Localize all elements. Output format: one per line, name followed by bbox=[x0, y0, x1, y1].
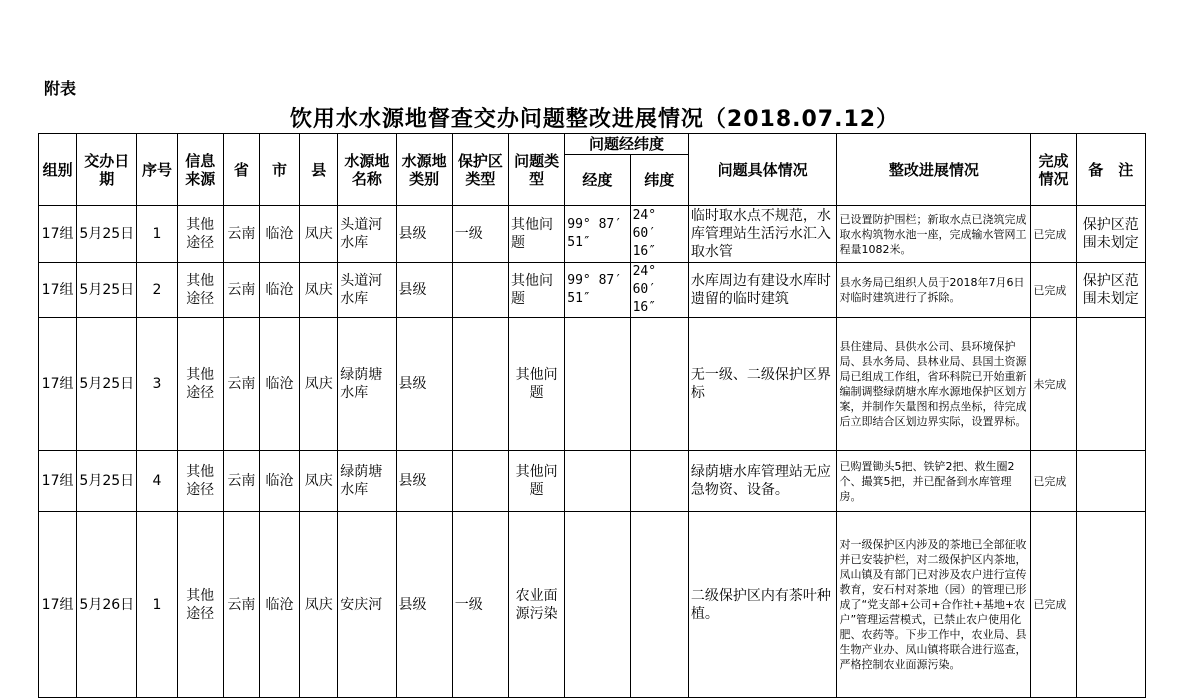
header-problem-type: 问题类型 bbox=[509, 134, 565, 206]
row-county: 凤庆 bbox=[300, 206, 338, 263]
row-status: 已完成 bbox=[1031, 512, 1076, 698]
row-province: 云南 bbox=[223, 451, 259, 512]
row-zone-type bbox=[452, 451, 508, 512]
row-group: 17组 bbox=[39, 263, 77, 318]
row-water-type: 县级 bbox=[396, 451, 452, 512]
row-source: 其他途径 bbox=[177, 451, 223, 512]
row-seq: 1 bbox=[137, 206, 177, 263]
row-lon bbox=[565, 451, 630, 512]
row-note: 保护区范围未划定 bbox=[1076, 206, 1145, 263]
row-detail: 临时取水点不规范，水库管理站生活污水汇入取水管 bbox=[688, 206, 837, 263]
row-seq: 2 bbox=[137, 263, 177, 318]
row-city: 临沧 bbox=[259, 512, 299, 698]
row-problem-type: 其他问题 bbox=[509, 206, 565, 263]
header-coords: 问题经纬度 bbox=[565, 134, 689, 155]
row-progress: 已设置防护围栏；新取水点已浇筑完成取水构筑物水池一座，完成输水管网工程量1082米。 bbox=[837, 206, 1031, 263]
header-city: 市 bbox=[259, 134, 299, 206]
row-note: 保护区范围未划定 bbox=[1076, 263, 1145, 318]
row-water-name: 绿荫塘水库 bbox=[338, 318, 396, 451]
row-lon bbox=[565, 318, 630, 451]
row-detail: 无一级、二级保护区界标 bbox=[688, 318, 837, 451]
row-progress: 对一级保护区内涉及的茶地已全部征收并已安装护栏，对二级保护区内茶地，凤山镇及有部门已对涉及农户进行宣传教育，安石村对茶地（园）的管理已形成了“党支部+公司+合作社+基地+农户”管理运营模式，已禁止农户使用化肥、农药等。下步工作中，农业局、县生物产业办、凤山镇将联合进行巡查，严格控制农业面源污染。 bbox=[837, 512, 1031, 698]
header-county: 县 bbox=[300, 134, 338, 206]
row-zone-type: 一级 bbox=[452, 512, 508, 698]
row-status: 未完成 bbox=[1031, 318, 1076, 451]
table-row bbox=[39, 263, 1146, 318]
header-province: 省 bbox=[223, 134, 259, 206]
row-county: 凤庆 bbox=[300, 318, 338, 451]
header-progress: 整改进展情况 bbox=[837, 134, 1031, 206]
row-province: 云南 bbox=[223, 318, 259, 451]
row-group: 17组 bbox=[39, 318, 77, 451]
header-lon: 经度 bbox=[565, 155, 630, 206]
row-city: 临沧 bbox=[259, 263, 299, 318]
row-water-type: 县级 bbox=[396, 206, 452, 263]
row-lon: 99° 87′ 51″ bbox=[565, 206, 630, 263]
row-lat: 24° 60′ 16″ bbox=[630, 206, 688, 263]
attachment-label: 附表 bbox=[44, 79, 77, 98]
row-date: 5月25日 bbox=[77, 318, 137, 451]
row-zone-type bbox=[452, 263, 508, 318]
row-county: 凤庆 bbox=[300, 451, 338, 512]
row-group: 17组 bbox=[39, 451, 77, 512]
table-row bbox=[39, 512, 1146, 698]
row-source: 其他途径 bbox=[177, 206, 223, 263]
header-date: 交办日期 bbox=[77, 134, 137, 206]
table-row bbox=[39, 206, 1146, 263]
row-note bbox=[1076, 451, 1145, 512]
row-problem-type: 其他问题 bbox=[509, 318, 565, 451]
header-seq: 序号 bbox=[137, 134, 177, 206]
header-row-1 bbox=[39, 134, 1146, 155]
header-note: 备 注 bbox=[1076, 134, 1145, 206]
header-status: 完成情况 bbox=[1031, 134, 1076, 206]
row-date: 5月25日 bbox=[77, 263, 137, 318]
header-group: 组别 bbox=[39, 134, 77, 206]
row-status: 已完成 bbox=[1031, 263, 1076, 318]
row-problem-type: 其他问题 bbox=[509, 263, 565, 318]
row-date: 5月26日 bbox=[77, 512, 137, 698]
row-detail: 绿荫塘水库管理站无应急物资、设备。 bbox=[688, 451, 837, 512]
row-lon bbox=[565, 512, 630, 698]
row-city: 临沧 bbox=[259, 206, 299, 263]
row-province: 云南 bbox=[223, 206, 259, 263]
row-date: 5月25日 bbox=[77, 451, 137, 512]
row-zone-type: 一级 bbox=[452, 206, 508, 263]
row-source: 其他途径 bbox=[177, 318, 223, 451]
row-water-name: 头道河水库 bbox=[338, 263, 396, 318]
row-detail: 水库周边有建设水库时遗留的临时建筑 bbox=[688, 263, 837, 318]
row-progress: 县水务局已组织人员于2018年7月6日对临时建筑进行了拆除。 bbox=[837, 263, 1031, 318]
row-lat: 24° 60′ 16″ bbox=[630, 263, 688, 318]
header-detail: 问题具体情况 bbox=[688, 134, 837, 206]
row-status: 已完成 bbox=[1031, 451, 1076, 512]
row-lon: 99° 87′ 51″ bbox=[565, 263, 630, 318]
row-status: 已完成 bbox=[1031, 206, 1076, 263]
row-water-name: 头道河水库 bbox=[338, 206, 396, 263]
header-zone-type: 保护区类型 bbox=[452, 134, 508, 206]
row-note bbox=[1076, 318, 1145, 451]
row-city: 临沧 bbox=[259, 318, 299, 451]
row-county: 凤庆 bbox=[300, 263, 338, 318]
table-body bbox=[39, 206, 1146, 698]
row-water-name: 绿荫塘水库 bbox=[338, 451, 396, 512]
header-water-name: 水源地名称 bbox=[338, 134, 396, 206]
row-note bbox=[1076, 512, 1145, 698]
row-water-name: 安庆河 bbox=[338, 512, 396, 698]
row-city: 临沧 bbox=[259, 451, 299, 512]
page-title: 饮用水水源地督查交办问题整改进展情况（2018.07.12） bbox=[289, 107, 900, 132]
row-problem-type: 农业面源污染 bbox=[509, 512, 565, 698]
row-water-type: 县级 bbox=[396, 263, 452, 318]
row-problem-type: 其他问题 bbox=[509, 451, 565, 512]
table-row bbox=[39, 451, 1146, 512]
row-province: 云南 bbox=[223, 512, 259, 698]
row-source: 其他途径 bbox=[177, 263, 223, 318]
row-seq: 3 bbox=[137, 318, 177, 451]
row-water-type: 县级 bbox=[396, 512, 452, 698]
row-province: 云南 bbox=[223, 263, 259, 318]
row-detail: 二级保护区内有茶叶种植。 bbox=[688, 512, 837, 698]
row-seq: 4 bbox=[137, 451, 177, 512]
table-row bbox=[39, 318, 1146, 451]
header-water-type: 水源地类别 bbox=[396, 134, 452, 206]
header-source: 信息来源 bbox=[177, 134, 223, 206]
row-seq: 1 bbox=[137, 512, 177, 698]
row-zone-type bbox=[452, 318, 508, 451]
row-date: 5月25日 bbox=[77, 206, 137, 263]
row-lat bbox=[630, 451, 688, 512]
header-lat: 纬度 bbox=[630, 155, 688, 206]
row-progress: 已购置锄头5把、铁铲2把、救生圈2个、撮箕5把，并已配备到水库管理房。 bbox=[837, 451, 1031, 512]
row-group: 17组 bbox=[39, 206, 77, 263]
row-source: 其他途径 bbox=[177, 512, 223, 698]
row-water-type: 县级 bbox=[396, 318, 452, 451]
row-lat bbox=[630, 318, 688, 451]
row-group: 17组 bbox=[39, 512, 77, 698]
row-county: 凤庆 bbox=[300, 512, 338, 698]
progress-table bbox=[38, 133, 1146, 698]
row-lat bbox=[630, 512, 688, 698]
row-progress: 县住建局、县供水公司、县环境保护局、县水务局、县林业局、县国土资源局已组成工作组，省环科院已开始重新编制调整绿荫塘水库水源地保护区划方案，并制作矢量图和拐点坐标，待完成后立即结合区划边界实际，设置界标。 bbox=[837, 318, 1031, 451]
